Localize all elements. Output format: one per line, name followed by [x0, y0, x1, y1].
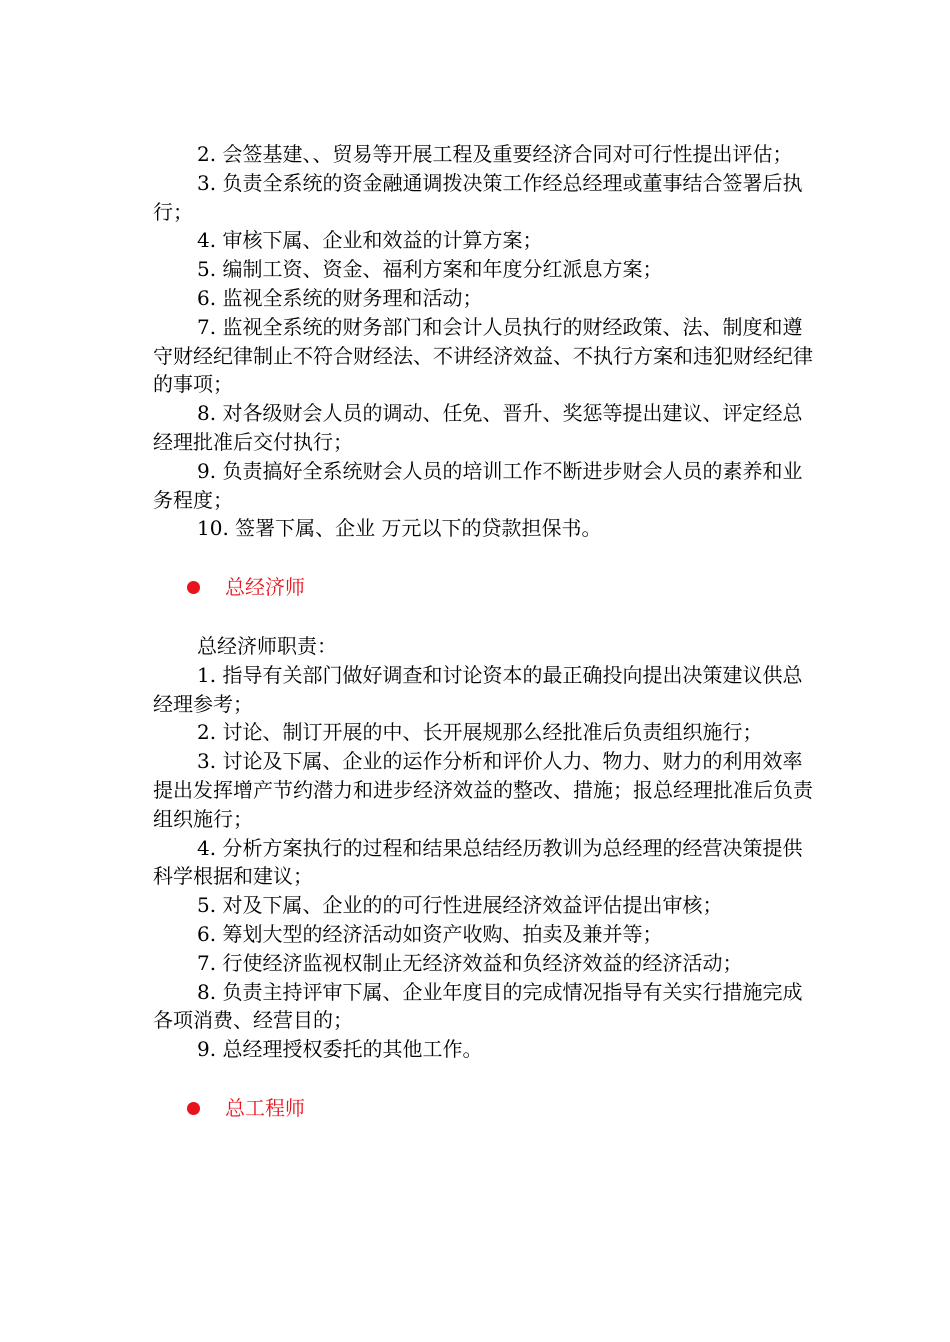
section-heading-text: 总经济师: [225, 575, 305, 600]
section-heading-chief-engineer: [187, 1094, 813, 1123]
list-item: 6. 筹划大型的经济活动如资产收购、拍卖及兼并等；: [197, 921, 663, 946]
section-heading-text: 总工程师: [225, 1095, 305, 1120]
document-body: [153, 140, 813, 1153]
list-item: 10. 签署下属、企业 万元以下的贷款担保书。: [197, 516, 602, 541]
list-item: 2. 会签基建、、贸易等开展工程及重要经济合同对可行性提出评估；: [197, 142, 793, 166]
list-item: 9. 总经理授权委托的其他工作。: [197, 1037, 483, 1062]
list-item: 5. 对及下属、企业的的可行性进展经济效益评估提出审核；: [197, 893, 723, 918]
list-item: 2. 讨论、制订开展的中、长开展规那么经批准后负责组织施行；: [197, 720, 763, 745]
list-item: 9. 负责搞好全系统财会人员的培训工作不断进步财会人员的素养和业务程度；: [153, 458, 803, 512]
list-item: 3. 讨论及下属、企业的运作分析和评价人力、物力、财力的利用效率提出发挥增产节约潜力和进步经济效益的整改、措施；报总经理批准后负责组织施行；: [153, 749, 813, 831]
list-item: 1. 指导有关部门做好调查和讨论资本的最正确投向提出决策建议供总经理参考；: [153, 662, 803, 716]
list-item: 4. 审核下属、企业和效益的计算方案；: [197, 228, 543, 253]
bullet-icon: [187, 1102, 200, 1115]
list-item: 6. 监视全系统的财务理和活动；: [197, 285, 483, 310]
list-item: 5. 编制工资、资金、福利方案和年度分红派息方案；: [197, 257, 663, 282]
list-item: 8. 负责主持评审下属、企业年度目的完成情况指导有关实行措施完成各项消费、经营目的；: [153, 979, 803, 1033]
bullet-icon: [187, 581, 200, 594]
section-intro: 总经济师职责：: [197, 633, 337, 658]
list-item: 7. 行使经济监视权制止无经济效益和负经济效益的经济活动；: [197, 950, 743, 975]
list-item: 7. 监视全系统的财务部门和会计人员执行的财经政策、法、制度和遵守财经纪律制止不符合财经法、不讲经济效益、不执行方案和违犯财经纪律的事项；: [153, 314, 813, 397]
list-item: 3. 负责全系统的资金融通调拨决策工作经总经理或董事结合签署后执行；: [153, 170, 803, 224]
list-item: 4. 分析方案执行的过程和结果总结经历教训为总经理的经营决策提供科学根据和建议；: [153, 835, 803, 889]
list-item: 8. 对各级财会人员的调动、任免、晋升、奖惩等提出建议、评定经总经理批准后交付执行；: [153, 401, 803, 454]
section-heading-chief-economist: [187, 573, 813, 602]
